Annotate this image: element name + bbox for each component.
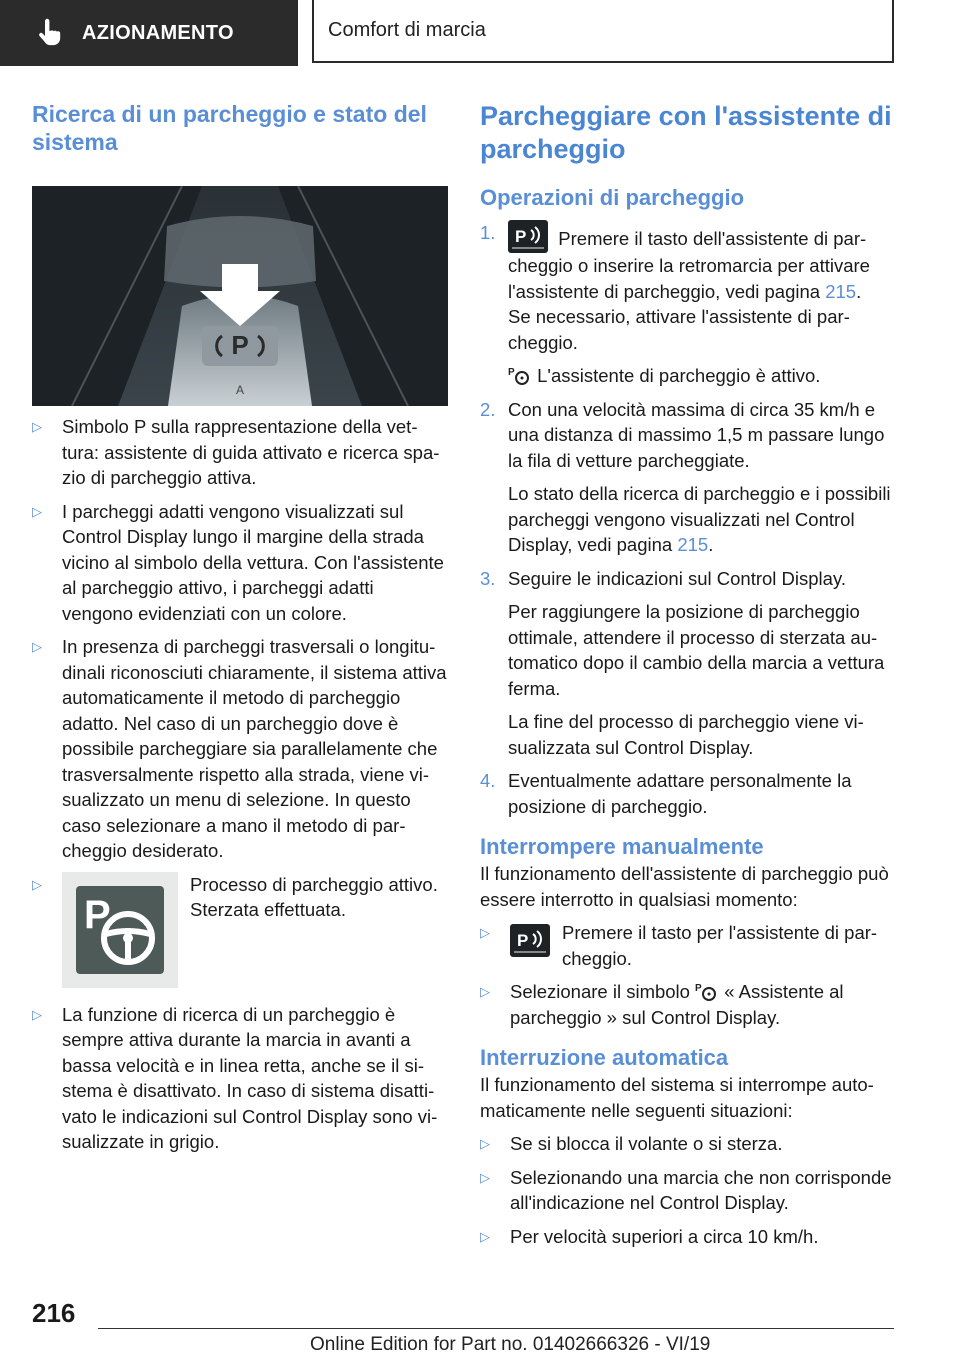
page-link[interactable]: 215	[677, 534, 709, 555]
subheading-operations: Operazioni di parcheggio	[480, 185, 745, 210]
list-item: ▷ Se si blocca il volante o si sterza.	[480, 1131, 896, 1157]
page-number: 216	[32, 1298, 76, 1328]
triangle-bullet-icon: ▷	[480, 1169, 490, 1185]
step-item: 4. Eventualmente adattare personalmente la posizione di parcheggio.	[480, 770, 852, 817]
hand-pointer-icon	[34, 18, 64, 48]
svg-text:P: P	[515, 227, 527, 246]
car-top-view-image	[32, 186, 448, 406]
triangle-bullet-icon: ▷	[480, 984, 490, 999]
list-item: ▷ I parcheggi adatti vengono visualizzati sul Control Display lungo il margine della strada vicino al simbolo della vettura. Con l'assistente al parcheggio attivo, i parcheggi adatti vengono evidenziati con un colore.	[32, 499, 448, 627]
triangle-bullet-icon: ▷	[32, 419, 42, 434]
triangle-bullet-icon: ▷	[480, 1136, 490, 1151]
list-item: ▷ Selezionare il simbolo P « Assistente al parcheggio » sul Control Display.	[480, 979, 896, 1030]
park-assist-active-icon	[508, 364, 532, 386]
subheading-manual-stop: Interrompere manualmente	[480, 834, 764, 859]
list-item: ▷ Selezionando una marcia che non corrisponde all'indicazione nel Control Display.	[480, 1165, 896, 1216]
triangle-bullet-icon: ▷	[32, 1006, 42, 1022]
parking-steering-icon	[76, 886, 164, 974]
footer-divider	[98, 1328, 894, 1329]
chapter-tab	[312, 0, 894, 63]
page-header	[0, 0, 960, 66]
list-item: ▷ La funzione di ricerca di un parcheggio è sempre attiva durante la marcia in avanti a bassa velocità e in linea retta, anche se il sistema è disattivato. In caso di sistema disattivato le indicazioni sul Control Display sono visualizzate in grigio.	[32, 1002, 448, 1155]
chapter-title: Comfort di marcia	[328, 19, 486, 41]
list-item: ▷ Simbolo P sulla rappresentazione della vettura: assistente di guida attivato e ricerca spazio di parcheggio attiva.	[32, 414, 448, 491]
parking-display-illustration	[32, 186, 448, 406]
triangle-bullet-icon: ▷	[32, 503, 42, 519]
subheading-auto-stop: Interruzione automatica	[480, 1045, 729, 1070]
parking-steering-icon-box	[62, 872, 178, 988]
svg-text:P: P	[231, 330, 249, 360]
list-item: ▷ In presenza di parcheggi trasversali o longitudinali riconosciuti chiaramente, il sistema attiva automaticamente il metodo di parcheggio adatto. Nel caso di un parcheggio dove è possibile parcheggiare sia parallelamente che trasversalmente rispetto alla strada, viene visualizzato un menu di selezione. In questo caso selezionare a mano il metodo di parcheggio desiderato.	[32, 634, 448, 864]
step-item: 1. P Premere il tasto dell'assistente di parcheggio o inserire la retromarcia per attivare l'assistente di parcheggio, vedi pagina 215. Se necessario, attivare l'assistente di parcheggio. P L'assistente di parcheggio è attivo.	[480, 222, 870, 386]
right-column: Parcheggiare con l'assistente di parcheggio Operazioni di parcheggio 1. P Premere il tasto dell'assistente di parcheggio o inserire la retromarcia per attivare l'assistente di parcheggio, vedi pagina 215. Se necessario, attivare l'assistente di parcheggio. P L'assistente di parcheggio è attivo. 2. Con una velocità massima di circa 35 km/h e una distanza di massimo 1,5 m passare lungo la fila di vetture parcheggiate. Lo stato della ricerca di parcheggio e i possibili parcheggi vengono visualizzati nel Control Display, vedi pagina 215. 3. Seguire le indicazioni sul Control Display. Per raggiungere la posizione di parcheggio ottimale, attendere il processo di sterzata automatico dopo il cambio della marcia a vettura ferma. La fine del processo di parcheggio viene visualizzata sul Control Display. 4. Eventualmente adattare personalmente la posizione di parcheggio. Interrompere manualmente Il funzionamento dell'assistente di parcheggio può essere interrotto in qualsiasi momento: ▷ P Premere il tasto per l'assistente di parcheggio. ▷ Selezionare il simbolo P « Assistente al parcheggio » sul Control Display. Interruzione automatica Il funzionamento del sistema si interrompe automaticamente nelle seguenti situazioni: ▷ Se si blocca il volante o si sterza. ▷ Selezionando una marcia che non corrisponde all'indicazione nel Control Display. ▷ Per velocità superiori a circa 10 km/h.	[480, 100, 896, 1249]
park-assist-button-icon	[508, 220, 548, 253]
steps-list	[480, 220, 896, 819]
list-item: ▷ P Premere il tasto per l'assistente di parcheggio.	[480, 920, 896, 971]
triangle-bullet-icon: ▷	[480, 1228, 490, 1244]
svg-text:P: P	[84, 892, 111, 937]
page-title: Parcheggiare con l'assistente di parcheggio	[480, 101, 892, 164]
triangle-bullet-icon: ▷	[32, 639, 42, 654]
section-tab	[0, 0, 298, 66]
park-assist-symbol-icon	[695, 980, 719, 1002]
edition-note: Online Edition for Part no. 01402666326 - VI/19	[310, 1334, 711, 1355]
svg-text:P: P	[517, 931, 529, 950]
step-item: 2. Con una velocità massima di circa 35 km/h e una distanza di massimo 1,5 m passare lungo la fila di vetture parcheggiate. Lo stato della ricerca di parcheggio e i possibili parcheggi vengono visualizzati nel Control Display, vedi pagina 215.	[480, 398, 891, 555]
section-title: AZIONAMENTO	[82, 21, 234, 44]
page-link[interactable]: 215	[825, 280, 857, 302]
park-assist-button-icon	[510, 924, 550, 957]
section-heading: Ricerca di un parcheggio e stato del sistema	[32, 101, 427, 155]
svg-text:A: A	[235, 383, 245, 397]
triangle-bullet-icon: ▷	[480, 925, 490, 940]
status-bullet-list	[32, 414, 448, 1155]
list-item: ▷ Per velocità superiori a circa 10 km/h.	[480, 1224, 896, 1250]
list-item: ▷ P Processo di parcheggio attivo. Sterzata effettuata.	[32, 872, 448, 988]
step-item: 3. Seguire le indicazioni sul Control Display. Per raggiungere la posizione di parcheggio ottimale, attendere il processo di sterzata automatico dopo il cambio della marcia a vettura ferma. La fine del processo di parcheggio viene visualizzata sul Control Display.	[480, 567, 885, 758]
svg-text:P: P	[508, 367, 515, 378]
triangle-bullet-icon: ▷	[32, 876, 42, 892]
left-column	[32, 100, 448, 1155]
svg-text:P: P	[695, 983, 702, 994]
